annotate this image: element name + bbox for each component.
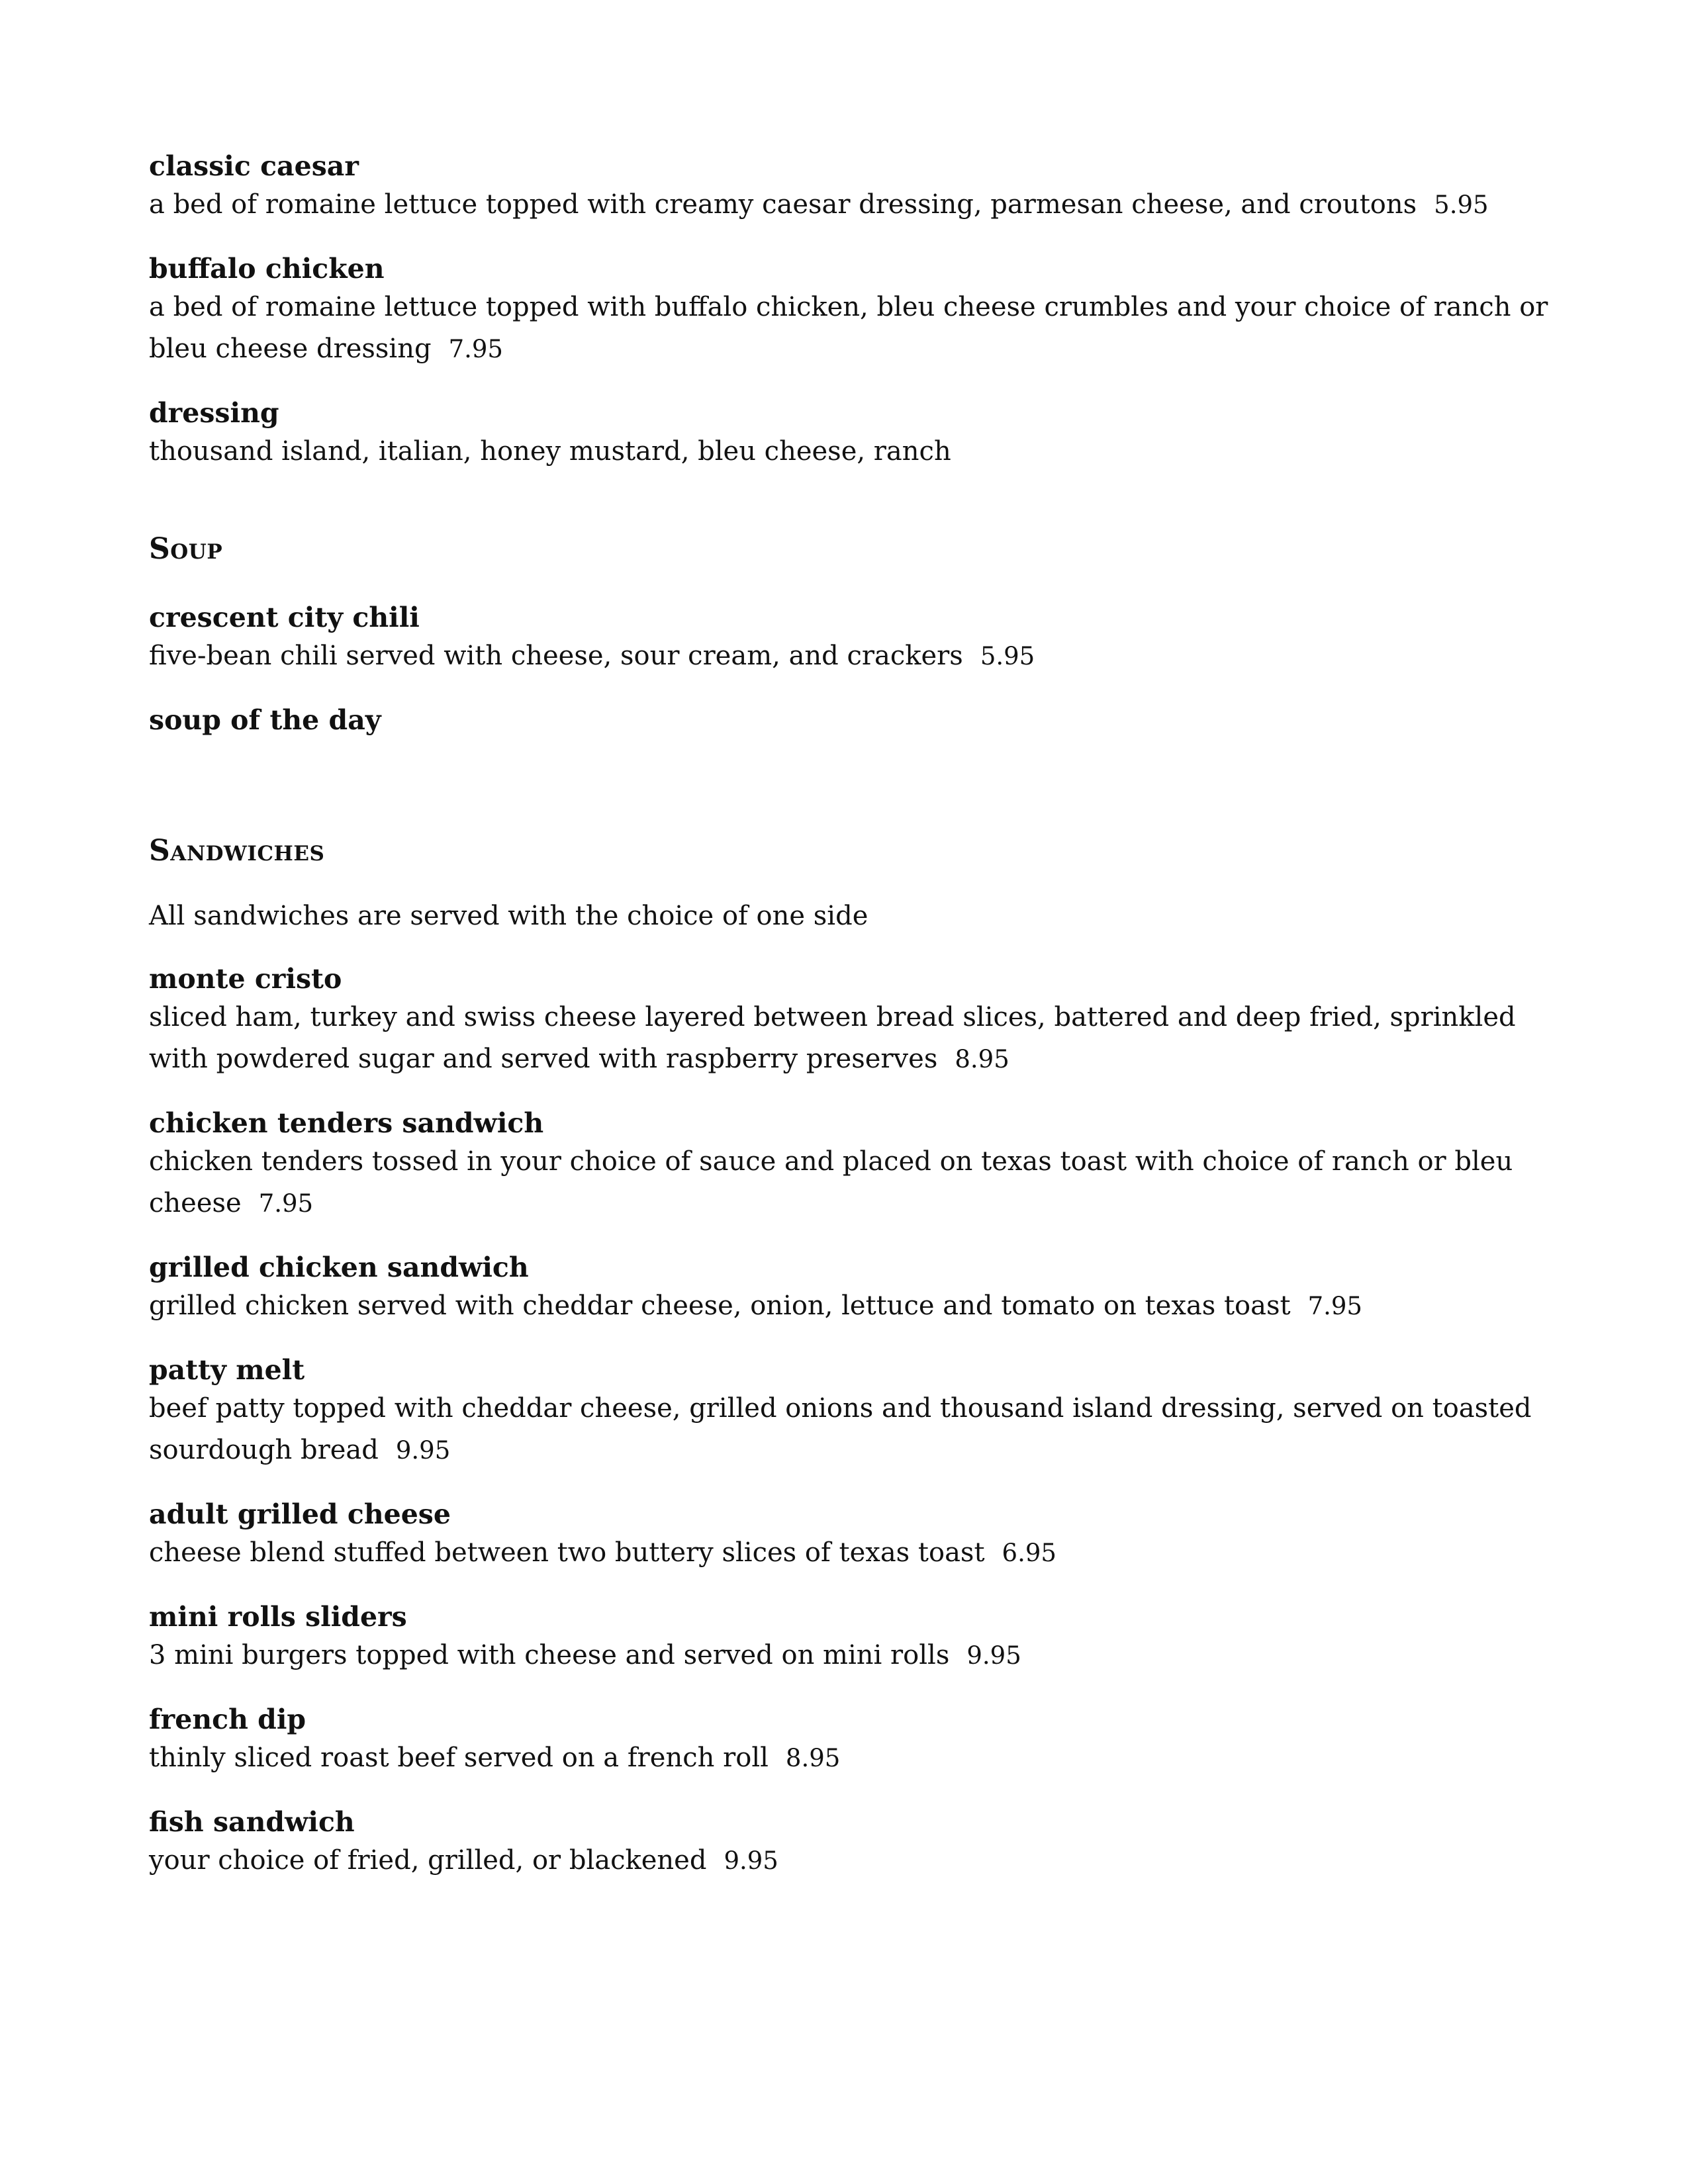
section-heading-sandwiches: Sandwiches bbox=[149, 834, 325, 868]
item-price: 7.95 bbox=[448, 335, 503, 363]
item-description-text: a bed of romaine lettuce topped with buffalo chicken, bleu cheese crumbles and your choice of ranch or bleu cheese dressing bbox=[149, 292, 1548, 364]
item-description-text: 3 mini burgers topped with cheese and served on mini rolls bbox=[149, 1640, 950, 1670]
menu-item-patty-melt bbox=[149, 1353, 1566, 1471]
item-description bbox=[149, 997, 1566, 1080]
item-name: fish sandwich bbox=[149, 1806, 355, 1838]
menu-item-fish-sandwich bbox=[149, 1805, 1566, 1882]
item-price: 9.95 bbox=[724, 1846, 778, 1875]
item-description-text: thinly sliced roast beef served on a french roll bbox=[149, 1743, 769, 1773]
item-name: monte cristo bbox=[149, 963, 342, 995]
item-description bbox=[149, 1532, 1566, 1574]
item-description-text: grilled chicken served with cheddar cheese, onion, lettuce and tomato on texas toast bbox=[149, 1291, 1291, 1321]
menu-item-grilled-chicken-sandwich bbox=[149, 1251, 1566, 1327]
item-name: chicken tenders sandwich bbox=[149, 1107, 544, 1139]
menu-item-french-dip bbox=[149, 1703, 1566, 1779]
item-name: patty melt bbox=[149, 1354, 305, 1386]
item-name: crescent city chili bbox=[149, 602, 420, 633]
menu-item-adult-grilled-cheese bbox=[149, 1498, 1566, 1574]
item-name: buffalo chicken bbox=[149, 253, 385, 285]
item-description bbox=[149, 431, 1566, 473]
menu-item-classic-caesar bbox=[149, 150, 1566, 226]
menu-item-mini-rolls-sliders bbox=[149, 1600, 1566, 1676]
menu-item-monte-cristo bbox=[149, 962, 1566, 1080]
item-price: 7.95 bbox=[1307, 1292, 1362, 1320]
item-description bbox=[149, 1285, 1566, 1327]
menu-item-dressing bbox=[149, 396, 1566, 473]
menu-item-crescent-city-chili bbox=[149, 601, 1566, 677]
item-price: 6.95 bbox=[1002, 1539, 1056, 1567]
item-description bbox=[149, 1141, 1566, 1224]
item-name: classic caesar bbox=[149, 150, 359, 182]
item-name: grilled chicken sandwich bbox=[149, 1251, 529, 1283]
item-price: 8.95 bbox=[785, 1744, 841, 1772]
item-description-text: sliced ham, turkey and swiss cheese layered between bread slices, battered and deep fried, sprinkled with powdered sugar and served with raspberry preserves bbox=[149, 1002, 1516, 1074]
item-price: 5.95 bbox=[980, 642, 1035, 670]
item-description-text: beef patty topped with cheddar cheese, grilled onions and thousand island dressing, served on toasted sourdough bread bbox=[149, 1393, 1532, 1465]
item-description-text: cheese blend stuffed between two buttery slices of texas toast bbox=[149, 1537, 985, 1568]
item-description-text: thousand island, italian, honey mustard, bleu cheese, ranch bbox=[149, 436, 951, 467]
item-price: 9.95 bbox=[966, 1641, 1021, 1670]
item-description-text: a bed of romaine lettuce topped with creamy caesar dressing, parmesan cheese, and croutons bbox=[149, 189, 1417, 220]
item-name: soup of the day bbox=[149, 704, 381, 736]
menu-item-soup-of-the-day bbox=[149, 704, 1566, 737]
item-price: 5.95 bbox=[1434, 191, 1489, 219]
item-description bbox=[149, 1388, 1566, 1471]
sandwiches-note: All sandwiches are served with the choice of one side bbox=[149, 901, 868, 931]
item-price: 7.95 bbox=[258, 1189, 314, 1218]
menu-item-buffalo-chicken bbox=[149, 252, 1566, 370]
menu-item-chicken-tenders-sandwich bbox=[149, 1107, 1566, 1224]
item-price: 9.95 bbox=[395, 1436, 451, 1465]
item-description bbox=[149, 1840, 1566, 1882]
item-name: adult grilled cheese bbox=[149, 1498, 451, 1530]
item-name: dressing bbox=[149, 397, 279, 429]
item-description bbox=[149, 1737, 1566, 1779]
item-description bbox=[149, 1635, 1566, 1676]
item-price: 8.95 bbox=[955, 1045, 1009, 1073]
item-name: mini rolls sliders bbox=[149, 1601, 407, 1633]
item-name: french dip bbox=[149, 1704, 306, 1735]
item-description-text: five-bean chili served with cheese, sour cream, and crackers bbox=[149, 641, 963, 671]
section-heading-soup: Soup bbox=[149, 532, 223, 566]
item-description bbox=[149, 635, 1566, 677]
menu-page bbox=[149, 150, 1566, 1882]
item-description-text: chicken tenders tossed in your choice of sauce and placed on texas toast with choice of ranch or bleu cheese bbox=[149, 1146, 1513, 1218]
item-description bbox=[149, 184, 1566, 226]
item-description-text: your choice of fried, grilled, or blackened bbox=[149, 1845, 707, 1876]
item-description bbox=[149, 287, 1566, 370]
